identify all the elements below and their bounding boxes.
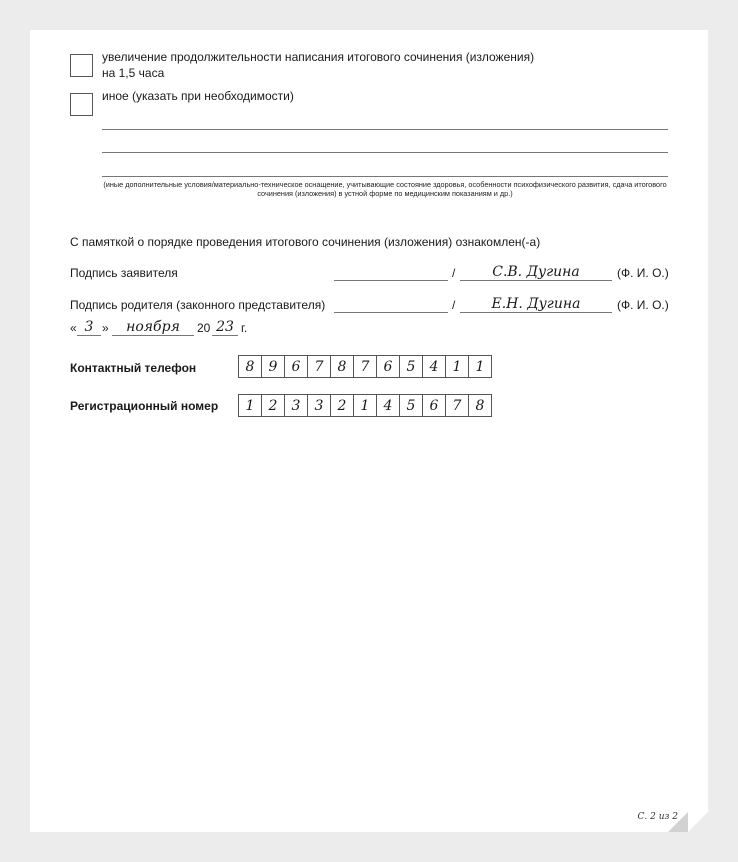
registration-digit-cell[interactable]: 5 [399, 394, 423, 417]
parent-signature-line[interactable] [334, 312, 448, 313]
parent-signature-label: Подпись родителя (законного представителя) [70, 298, 326, 312]
phone-digit-cell[interactable]: 1 [468, 355, 492, 378]
option-other-label: иное (указать при необходимости) [102, 89, 294, 103]
date-year-line [212, 335, 238, 336]
page-number: С. 2 из 2 [637, 812, 678, 822]
option-other-checkbox[interactable] [70, 93, 93, 116]
phone-digit-cell[interactable]: 9 [261, 355, 285, 378]
phone-digit-cell[interactable]: 6 [284, 355, 308, 378]
registration-label: Регистрационный номер [70, 399, 219, 413]
option-extended-time-checkbox[interactable] [70, 54, 93, 77]
registration-digit-cell[interactable]: 8 [468, 394, 492, 417]
phone-digit-cell[interactable]: 7 [353, 355, 377, 378]
option-extended-time-label [102, 49, 534, 81]
registration-digit-cell[interactable]: 3 [307, 394, 331, 417]
applicant-slash: / [452, 266, 456, 280]
registration-digit-cell[interactable]: 1 [353, 394, 377, 417]
page-fold-shade [668, 812, 688, 832]
date-year-unit: г. [241, 321, 248, 335]
registration-digit-cell[interactable]: 1 [238, 394, 262, 417]
date-year-prefix: 20 [197, 321, 211, 335]
date-day[interactable]: 3 [84, 319, 94, 335]
option-extended-time-line2: на 1,5 часа [102, 66, 165, 80]
other-line-3[interactable] [102, 176, 668, 177]
other-note: (иные дополнительные условия/материально-техническое оснащение, учитывающие состояние здоровья, особенности психофизического развития, сдача итогового сочинения (изложения) в устной форме по медицинским показаниям и др.) [103, 180, 667, 198]
option-extended-time-line1: увеличение продолжительности написания итогового сочинения (изложения) [102, 50, 535, 64]
date-close-quote: » [102, 321, 109, 335]
phone-digit-cell[interactable]: 6 [376, 355, 400, 378]
date-month-line [112, 335, 194, 336]
applicant-name-line [460, 280, 612, 281]
phone-digit-cell[interactable]: 5 [399, 355, 423, 378]
registration-digit-cell[interactable]: 4 [376, 394, 400, 417]
date-day-line [77, 335, 101, 336]
date-month[interactable]: ноября [126, 319, 180, 335]
applicant-signature-label: Подпись заявителя [70, 266, 178, 280]
applicant-fio-caption: (Ф. И. О.) [617, 266, 669, 280]
phone-digit-cell[interactable]: 4 [422, 355, 446, 378]
registration-digit-cell[interactable]: 2 [261, 394, 285, 417]
parent-fio-caption: (Ф. И. О.) [617, 298, 669, 312]
other-line-1[interactable] [102, 129, 668, 130]
other-line-2[interactable] [102, 152, 668, 153]
parent-name: Е.Н. Дугина [491, 296, 581, 312]
phone-digit-cell[interactable]: 1 [445, 355, 469, 378]
phone-digit-cell[interactable]: 7 [307, 355, 331, 378]
registration-digit-cell[interactable]: 7 [445, 394, 469, 417]
parent-slash: / [452, 298, 456, 312]
applicant-name: С.В. Дугина [492, 264, 580, 280]
phone-cells [238, 355, 492, 378]
acknowledgement-text: С памяткой о порядке проведения итогового сочинения (изложения) ознакомлен(-а) [70, 235, 541, 249]
applicant-signature-line[interactable] [334, 280, 448, 281]
date-year-suffix[interactable]: 23 [216, 319, 234, 335]
registration-digit-cell[interactable]: 3 [284, 394, 308, 417]
phone-label: Контактный телефон [70, 361, 197, 375]
date-open-quote: « [70, 321, 77, 335]
registration-digit-cell[interactable]: 6 [422, 394, 446, 417]
registration-cells [238, 394, 492, 417]
parent-name-line [460, 312, 612, 313]
form-page [30, 30, 708, 832]
page-fold-corner [688, 812, 708, 832]
phone-digit-cell[interactable]: 8 [238, 355, 262, 378]
phone-digit-cell[interactable]: 8 [330, 355, 354, 378]
registration-digit-cell[interactable]: 2 [330, 394, 354, 417]
